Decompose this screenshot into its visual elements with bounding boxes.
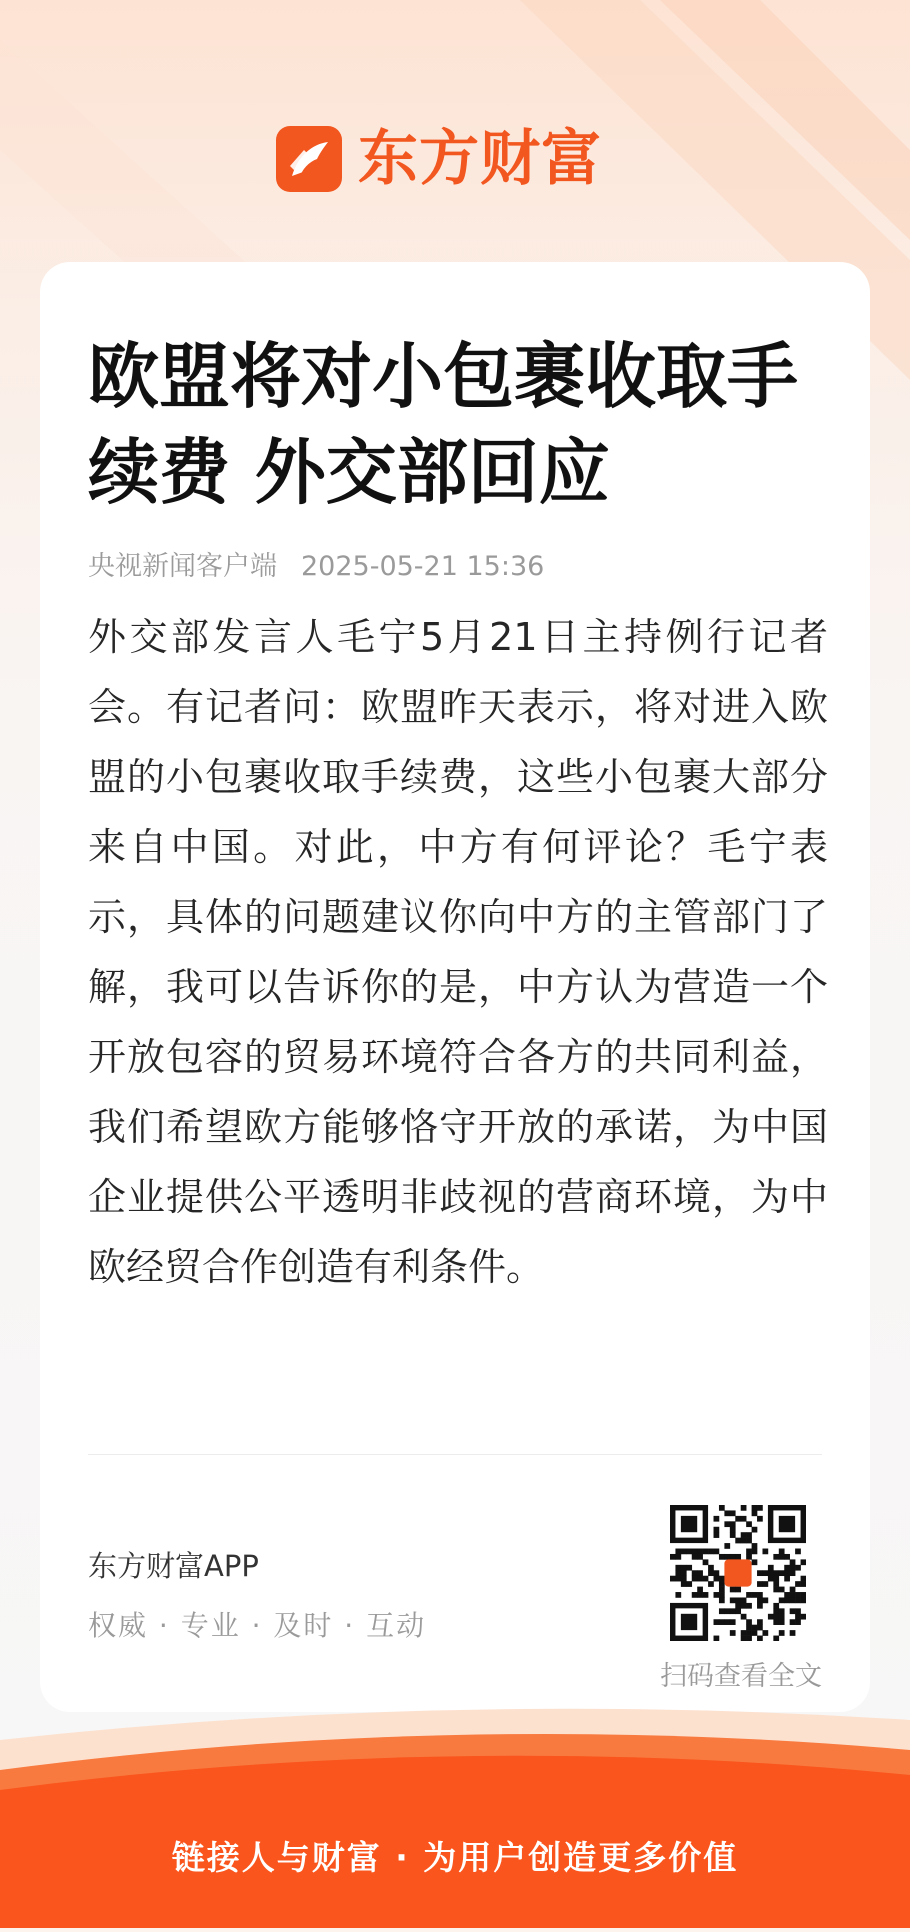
app-name: 东方财富APP (88, 1549, 259, 1583)
article-title: 欧盟将对小包裹收取手续费 外交部回应 (88, 334, 799, 514)
footer-banner (0, 1700, 910, 1928)
article-body: 外交部发言人毛宁5月21日主持例行记者会。有记者问：欧盟昨天表示，将对进入欧盟的小包裹收取手续费，这些小包裹大部分来自中国。对此，中方有何评论？毛宁表示，具体的问题建议你向中方的主管部门了解，我可以告诉你的是，中方认为营造一个开放包容的贸易环境符合各方的共同利益，我们希望欧方能够恪守开放的承诺，为中国企业提供公平透明非歧视的营商环境，为中欧经贸合作创造有利条件。 (88, 615, 828, 1289)
qr-code-image (670, 1505, 806, 1641)
article-source: 央视新闻客户端 (88, 551, 277, 582)
qr-code[interactable] (670, 1505, 806, 1641)
qr-caption: 扫码查看全文 (660, 1661, 822, 1692)
article-card (40, 262, 870, 1712)
article-meta (88, 544, 544, 583)
divider (88, 1454, 822, 1455)
app-slogan: 权威 · 专业 · 及时 · 互动 (88, 1609, 427, 1642)
brand-logo-icon (276, 126, 342, 192)
article-datetime: 2025-05-21 15:36 (301, 551, 545, 582)
footer-tagline: 链接人与财富 · 为用户创造更多价值 (171, 1838, 739, 1877)
brand-logo (276, 124, 602, 194)
brand-name: 东方财富 (358, 124, 602, 194)
